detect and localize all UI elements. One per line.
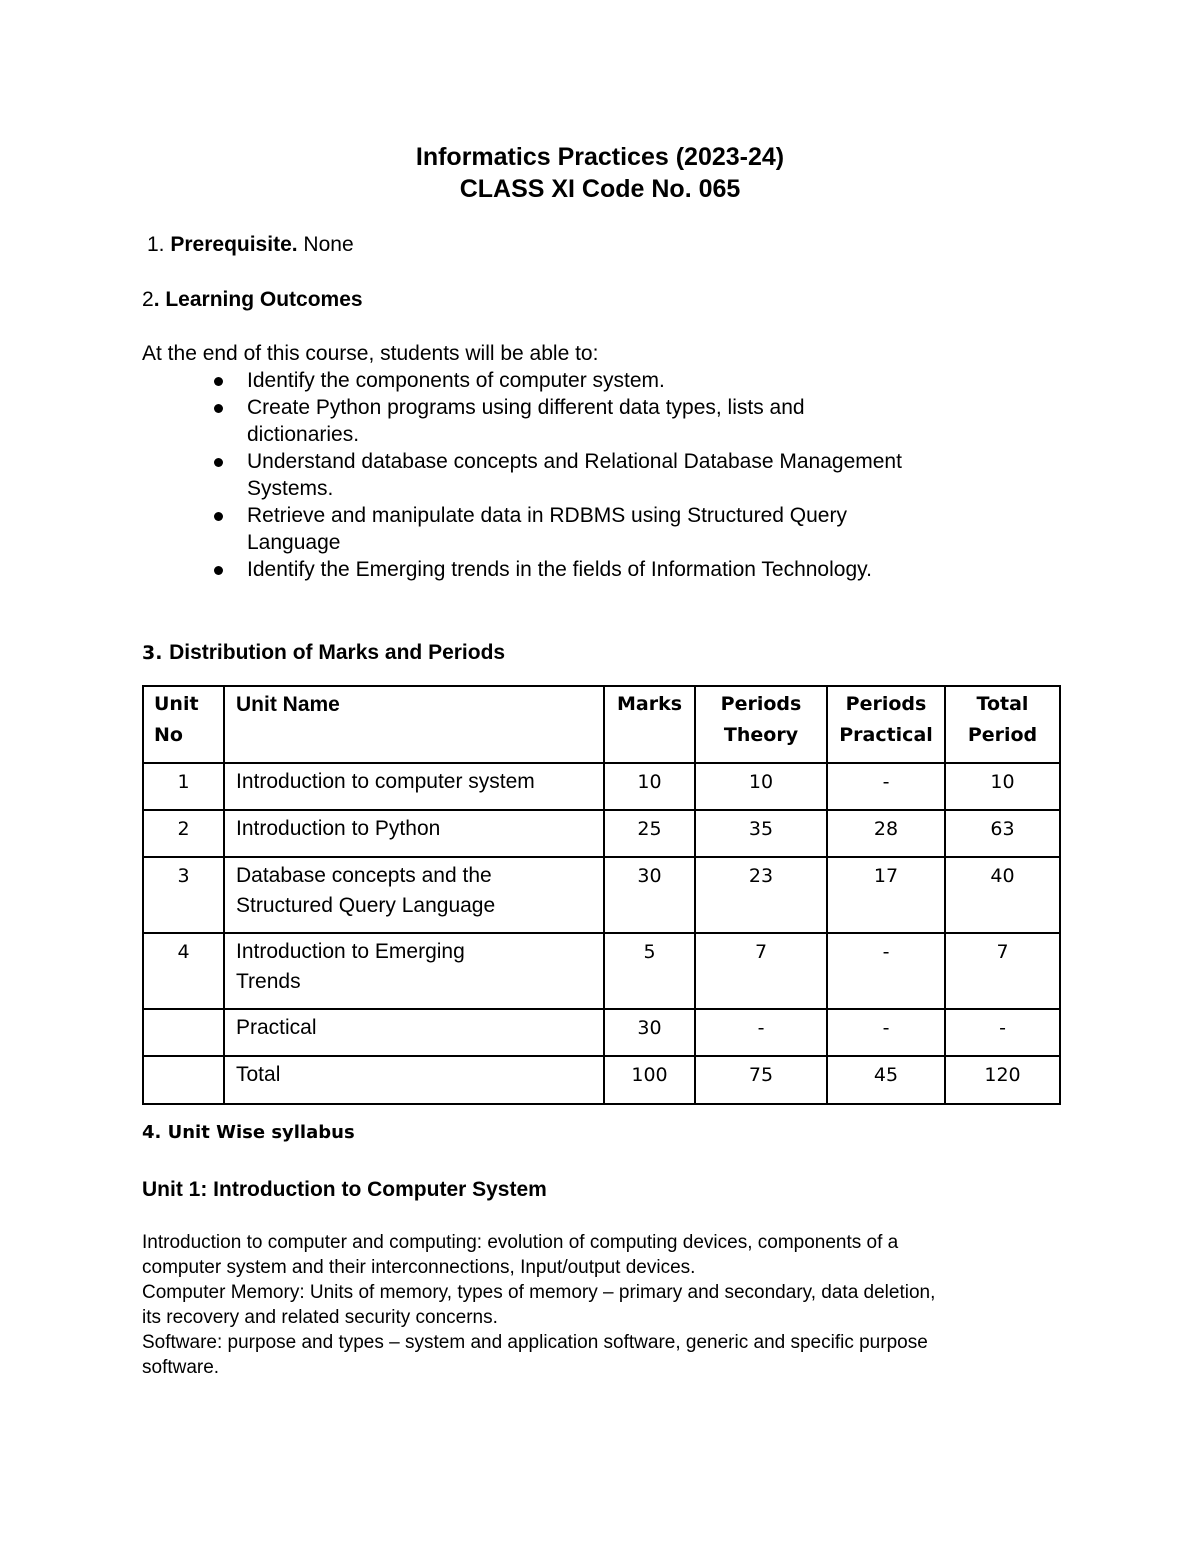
cell-total: 10 xyxy=(945,763,1060,810)
cell-unit-name: Practical xyxy=(224,1009,604,1056)
cell-unit-name: Database concepts and the Structured Query Language xyxy=(224,857,604,933)
cell-practical: - xyxy=(827,933,945,1009)
cell-theory: 7 xyxy=(695,933,827,1009)
cell-unit-name: Total xyxy=(224,1056,604,1104)
cell-theory: 10 xyxy=(695,763,827,810)
unit1-text-line: its recovery and related security concerns. xyxy=(142,1307,498,1328)
cell-unit-no: 2 xyxy=(143,810,224,857)
header-total-period: Total Period xyxy=(945,686,1060,763)
cell-total: 120 xyxy=(945,1056,1060,1104)
cell-unit-name: Introduction to Emerging Trends xyxy=(224,933,604,1009)
cell-unit-name: Introduction to Python xyxy=(224,810,604,857)
cell-practical: - xyxy=(827,1009,945,1056)
cell-marks: 30 xyxy=(604,857,695,933)
unit1-text-line: Software: purpose and types – system and application software, generic and specific purpose xyxy=(142,1332,928,1353)
cell-theory: - xyxy=(695,1009,827,1056)
header-periods-theory: Periods Theory xyxy=(695,686,827,763)
cell-marks: 30 xyxy=(604,1009,695,1056)
distribution-number: 3. xyxy=(142,642,170,664)
cell-marks: 100 xyxy=(604,1056,695,1104)
cell-unit-no xyxy=(143,1009,224,1056)
cell-marks: 10 xyxy=(604,763,695,810)
cell-practical: 28 xyxy=(827,810,945,857)
header-periods-practical: Periods Practical xyxy=(827,686,945,763)
prerequisite-label: Prerequisite. xyxy=(170,233,298,256)
cell-total: 40 xyxy=(945,857,1060,933)
cell-theory: 23 xyxy=(695,857,827,933)
prerequisite-line xyxy=(147,231,354,259)
cell-practical: 45 xyxy=(827,1056,945,1104)
cell-unit-no: 3 xyxy=(143,857,224,933)
distribution-heading xyxy=(142,639,505,667)
unit1-text-line: computer system and their interconnections, Input/output devices. xyxy=(142,1257,696,1278)
header-unit-name: Unit Name xyxy=(224,686,604,763)
learning-outcomes-intro: At the end of this course, students will be able to: xyxy=(142,342,599,365)
cell-marks: 5 xyxy=(604,933,695,1009)
distribution-label: Distribution of Marks and Periods xyxy=(169,641,506,664)
document-subtitle: CLASS XI Code No. 065 xyxy=(459,175,741,203)
learning-outcomes-list xyxy=(213,367,913,583)
cell-practical: 17 xyxy=(827,857,945,933)
table-row xyxy=(143,857,1060,933)
list-item: Identify the components of computer system. xyxy=(213,367,913,394)
unit1-heading: Unit 1: Introduction to Computer System xyxy=(142,1178,547,1201)
learning-outcomes-number: 2 xyxy=(142,288,154,311)
list-item: Identify the Emerging trends in the fields of Information Technology. xyxy=(213,556,913,583)
cell-marks: 25 xyxy=(604,810,695,857)
cell-total: 7 xyxy=(945,933,1060,1009)
cell-total: 63 xyxy=(945,810,1060,857)
unit1-text-line: Introduction to computer and computing: evolution of computing devices, components of a xyxy=(142,1232,899,1253)
unit-wise-syllabus-heading: 4. Unit Wise syllabus xyxy=(142,1122,355,1143)
learning-outcomes-heading xyxy=(142,286,363,314)
list-item: Retrieve and manipulate data in RDBMS using Structured Query Language xyxy=(213,502,913,556)
unit1-text-line: Computer Memory: Units of memory, types of memory – primary and secondary, data deletion, xyxy=(142,1282,936,1303)
marks-distribution-table xyxy=(142,685,1061,1105)
list-item: Understand database concepts and Relational Database Management Systems. xyxy=(213,448,913,502)
list-item: Create Python programs using different data types, lists and dictionaries. xyxy=(213,394,913,448)
learning-outcomes-label: . Learning Outcomes xyxy=(153,288,363,311)
table-row xyxy=(143,810,1060,857)
cell-unit-no xyxy=(143,1056,224,1104)
document-title: Informatics Practices (2023-24) xyxy=(415,143,785,171)
cell-total: - xyxy=(945,1009,1060,1056)
prerequisite-value: None xyxy=(297,233,354,256)
cell-practical: - xyxy=(827,763,945,810)
header-unit-no: Unit No xyxy=(143,686,224,763)
header-marks: Marks xyxy=(604,686,695,763)
cell-theory: 35 xyxy=(695,810,827,857)
cell-unit-no: 4 xyxy=(143,933,224,1009)
cell-theory: 75 xyxy=(695,1056,827,1104)
cell-unit-no: 1 xyxy=(143,763,224,810)
unit1-text-line: software. xyxy=(142,1357,220,1378)
unit1-description xyxy=(142,1230,1072,1380)
table-row xyxy=(143,1009,1060,1056)
table-row xyxy=(143,763,1060,810)
prerequisite-number: 1. xyxy=(147,233,171,256)
table-row xyxy=(143,933,1060,1009)
table-header-row xyxy=(143,686,1060,763)
cell-unit-name: Introduction to computer system xyxy=(224,763,604,810)
table-row xyxy=(143,1056,1060,1104)
